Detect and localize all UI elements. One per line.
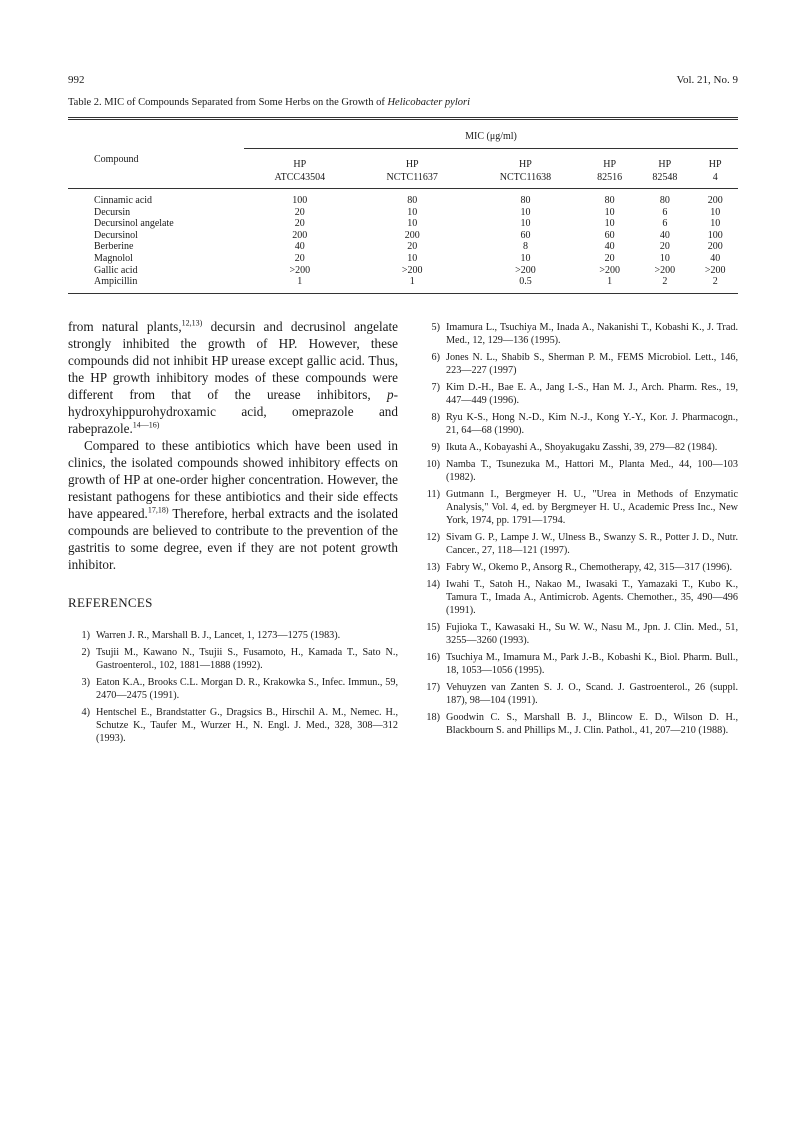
- body-paragraph: [68, 437, 398, 573]
- strain-header: [637, 149, 692, 189]
- reference-text: Namba T., Tsunezuka M., Hattori M., Planta Med., 44, 100—103 (1982).: [446, 459, 738, 483]
- caption-species: Helicobacter pylori: [387, 97, 470, 108]
- body-text: from natural plants,: [68, 319, 182, 334]
- reference-item: [68, 629, 398, 642]
- strain-label: HP: [658, 158, 672, 170]
- reference-list-left: [68, 629, 398, 745]
- mic-value: >200: [704, 264, 726, 276]
- mic-value: 8: [522, 241, 528, 253]
- mic-value: 6: [662, 206, 668, 218]
- strain-header: [244, 149, 356, 189]
- reference-number: 12): [426, 532, 440, 543]
- reference-item: [418, 711, 738, 737]
- strain-code: NCTC11638: [499, 171, 552, 183]
- mic-value: 10: [407, 218, 418, 230]
- compound-name: Gallic acid: [94, 264, 138, 276]
- reference-item: [418, 488, 738, 527]
- reference-text: Jones N. L., Shabib S., Sherman P. M., FEMS Microbiol. Lett., 146, 223—227 (1997): [446, 352, 738, 376]
- mic-value: >200: [599, 264, 620, 276]
- reference-item: [68, 676, 398, 702]
- reference-number: 1): [81, 630, 90, 641]
- citation: 14—16): [132, 420, 160, 430]
- mic-value: 200: [707, 241, 723, 253]
- reference-number: 15): [426, 622, 440, 633]
- mic-value: 20: [294, 206, 305, 218]
- mic-value: 10: [604, 218, 615, 230]
- table-row: [68, 207, 738, 219]
- mic-value: 200: [707, 195, 723, 206]
- reference-text: Hentschel E., Brandstatter G., Dragsics B., Hirschil A. M., Nemec. H., Schutze K., Taufer M., Wurzer H., N. Engl. J. Med., 328, 308—312 (1993).: [96, 707, 398, 744]
- reference-item: [418, 681, 738, 707]
- mic-value: 80: [520, 195, 531, 206]
- reference-text: Iwahi T., Satoh H., Nakao M., Iwasaki T., Yamazaki T., Kubo K., Tamura T., Imada A., Antimicrob. Agents. Chemother., 35, 490—496 (1991).: [446, 579, 738, 616]
- mic-table: [68, 117, 738, 294]
- strain-code: 4: [712, 171, 718, 183]
- compound-name: Ampicillin: [94, 276, 138, 288]
- mic-value: 10: [520, 206, 531, 218]
- reference-number: 5): [431, 322, 440, 333]
- reference-item: [418, 381, 738, 407]
- reference-text: Imamura L., Tsuchiya M., Inada A., Nakanishi T., Kobashi K., J. Trad. Med., 12, 129—136 (1995).: [446, 322, 738, 346]
- mic-value: 10: [407, 252, 418, 264]
- compound-header: Compound: [94, 153, 139, 165]
- reference-number: 9): [431, 442, 440, 453]
- references-heading: REFERENCES: [68, 595, 153, 610]
- table-row: [68, 276, 738, 293]
- mic-value: 200: [292, 229, 308, 241]
- mic-value: 10: [659, 252, 670, 264]
- table-row: [68, 241, 738, 253]
- reference-number: 17): [426, 682, 440, 693]
- reference-text: Warren J. R., Marshall B. J., Lancet, 1, 1273—1275 (1983).: [96, 630, 341, 641]
- reference-number: 8): [431, 412, 440, 423]
- mic-value: 1: [607, 276, 613, 288]
- table-row: [68, 265, 738, 277]
- compound-name: Decursinol: [94, 229, 138, 241]
- mic-value: 1: [297, 276, 303, 288]
- mic-value: 40: [604, 241, 615, 253]
- strain-label: HP: [708, 158, 722, 170]
- body-text: Compared to these antibiotics which have been used in clinics, the isolated compounds showed inhibitory effects on growth of HP at one-order higher concentration. However, the resistant pathogens for these antibiotics and their side effects have appeared.: [68, 438, 398, 521]
- mic-value: 100: [292, 195, 308, 206]
- strain-code: NCTC11637: [386, 171, 438, 183]
- reference-item: [418, 458, 738, 484]
- reference-text: Sivam G. P., Lampe J. W., Ulness B., Swanzy S. R., Potter J. D., Nutr. Cancer., 27, 118—121 (1997).: [446, 532, 738, 556]
- mic-header: MIC (μg/ml): [244, 119, 738, 149]
- mic-value: 10: [710, 218, 721, 230]
- reference-text: Eaton K.A., Brooks C.L. Morgan D. R., Krakowka S., Infec. Immun., 59, 2470—2475 (1991).: [96, 677, 398, 701]
- reference-text: Tsujii M., Kawano N., Tsujii S., Fusamoto, H., Kamada T., Sato N., Gastroenterol., 102, 1881—1888 (1992).: [96, 647, 398, 671]
- mic-value: 20: [659, 241, 670, 253]
- reference-text: Gutmann I., Bergmeyer H. U., "Urea in Methods of Enzymatic Analysis," Vol. 4, ed. by Bergmeyer H. U., Academic Press Inc., New York, 1974, pp. 1791—1794.: [446, 489, 738, 526]
- mic-value: 10: [407, 206, 418, 218]
- reference-number: 3): [81, 677, 90, 688]
- reference-number: 14): [426, 579, 440, 590]
- mic-value: 40: [710, 252, 721, 264]
- mic-value: 40: [659, 229, 670, 241]
- strain-label: HP: [603, 158, 617, 170]
- mic-value: 0.5: [519, 276, 532, 288]
- body-text: p: [387, 387, 394, 402]
- mic-value: 60: [604, 229, 615, 241]
- mic-value: 2: [712, 276, 718, 288]
- table-row: [68, 218, 738, 230]
- mic-value: 20: [407, 241, 418, 253]
- reference-item: [418, 411, 738, 437]
- reference-number: 4): [81, 707, 90, 718]
- strain-header: [356, 149, 469, 189]
- body-text: -hydroxyhippurohydroxamic acid, omeprazole and rabeprazole.: [68, 387, 398, 436]
- reference-item: [418, 531, 738, 557]
- mic-value: 60: [520, 229, 531, 241]
- strain-header: [692, 149, 738, 189]
- reference-text: Kim D.-H., Bae E. A., Jang I.-S., Han M. J., Arch. Pharm. Res., 19, 447—449 (1996).: [446, 382, 738, 406]
- reference-item: [418, 561, 738, 574]
- mic-value: >200: [515, 264, 536, 276]
- mic-value: 6: [662, 218, 668, 230]
- strain-code: ATCC43504: [274, 171, 326, 183]
- mic-value: 10: [520, 252, 531, 264]
- reference-text: Fabry W., Okemo P., Ansorg R., Chemotherapy, 42, 315—317 (1996).: [446, 562, 733, 573]
- reference-text: Tsuchiya M., Imamura M., Park J.-B., Kobashi K., Biol. Pharm. Bull., 18, 1053—1056 (1995).: [446, 652, 738, 676]
- reference-list-right: [418, 321, 738, 757]
- mic-value: >200: [401, 264, 423, 276]
- table-caption: [68, 97, 470, 108]
- reference-number: 2): [81, 647, 90, 658]
- strain-header: [469, 149, 582, 189]
- mic-value: 80: [604, 195, 615, 206]
- mic-value: 10: [604, 206, 615, 218]
- mic-value: 100: [707, 229, 723, 241]
- reference-item: [418, 441, 738, 454]
- reference-text: Ikuta A., Kobayashi A., Shoyakugaku Zasshi, 39, 279—82 (1984).: [446, 442, 718, 453]
- table-row: [68, 230, 738, 242]
- reference-text: Ryu K-S., Hong N.-D., Kim N.-J., Kong Y.-Y., Kor. J. Pharmacogn., 21, 64—68 (1990).: [446, 412, 738, 436]
- reference-item: [418, 621, 738, 647]
- reference-number: 6): [431, 352, 440, 363]
- mic-value: >200: [654, 264, 676, 276]
- reference-number: 16): [426, 652, 440, 663]
- compound-name: Magnolol: [94, 252, 133, 264]
- compound-name: Decursin: [94, 206, 131, 218]
- reference-number: 10): [426, 459, 440, 470]
- mic-value: 2: [662, 276, 668, 288]
- compound-name: Decursinol angelate: [94, 218, 174, 230]
- strain-code: 82548: [652, 171, 678, 183]
- compound-name: Cinnamic acid: [94, 195, 153, 206]
- journal-volume: Vol. 21, No. 9: [676, 74, 738, 86]
- caption-text: Table 2. MIC of Compounds Separated from Some Herbs on the Growth of: [68, 97, 388, 108]
- mic-value: 80: [659, 195, 670, 206]
- mic-value: >200: [289, 264, 311, 276]
- body-text: Therefore, herbal extracts and the isolated compounds are believed to contribute to the prevention of the gastritis to some degree, even if they are not potent growth inhibitor.: [68, 506, 398, 572]
- mic-value: 200: [404, 229, 420, 241]
- mic-value: 1: [409, 276, 415, 288]
- reference-item: [68, 646, 398, 672]
- mic-value: 20: [294, 218, 305, 230]
- citation: 17,18): [147, 505, 169, 515]
- reference-item: [418, 578, 738, 617]
- table-row: [68, 253, 738, 265]
- reference-item: [418, 321, 738, 347]
- strain-code: 82516: [597, 171, 623, 183]
- left-column: [68, 318, 398, 749]
- citation: 12,13): [181, 318, 203, 328]
- reference-text: Goodwin C. S., Marshall B. J., Blincow E. D., Wilson D. H., Blackbourn S. and Phillips M., J. Clin. Pathol., 41, 207—210 (1988).: [446, 712, 738, 736]
- reference-item: [68, 706, 398, 745]
- reference-number: 11): [426, 489, 440, 500]
- strain-label: HP: [405, 158, 419, 170]
- table-row: [68, 189, 738, 207]
- mic-value: 80: [407, 195, 418, 206]
- reference-number: 7): [431, 382, 440, 393]
- reference-item: [418, 351, 738, 377]
- mic-value: 20: [604, 252, 615, 264]
- mic-value: 40: [294, 241, 305, 253]
- mic-value: 10: [520, 218, 531, 230]
- compound-name: Berberine: [94, 241, 134, 253]
- reference-text: Vehuyzen van Zanten S. J. O., Scand. J. Gastroenterol., 26 (suppl. 187), 98—104 (1991).: [446, 682, 738, 706]
- mic-value: 20: [294, 252, 305, 264]
- reference-item: [418, 651, 738, 677]
- reference-text: Fujioka T., Kawasaki H., Su W. W., Nasu M., Jpn. J. Clin. Med., 51, 3255—3260 (1993).: [446, 622, 738, 646]
- body-paragraph: [68, 318, 398, 437]
- page-number: 992: [68, 74, 85, 86]
- reference-number: 13): [426, 562, 440, 573]
- strain-header: [582, 149, 637, 189]
- reference-number: 18): [426, 712, 440, 723]
- strain-label: HP: [519, 158, 532, 170]
- mic-value: 10: [710, 206, 721, 218]
- body-text: decursin and decrusinol angelate strongly inhibited the growth of HP. However, these compounds did not inhibit HP urease except gallic acid. Thus, the HP growth inhibitory modes of these compounds were different from that of the urease inhibitors,: [68, 319, 399, 402]
- strain-label: HP: [293, 158, 307, 170]
